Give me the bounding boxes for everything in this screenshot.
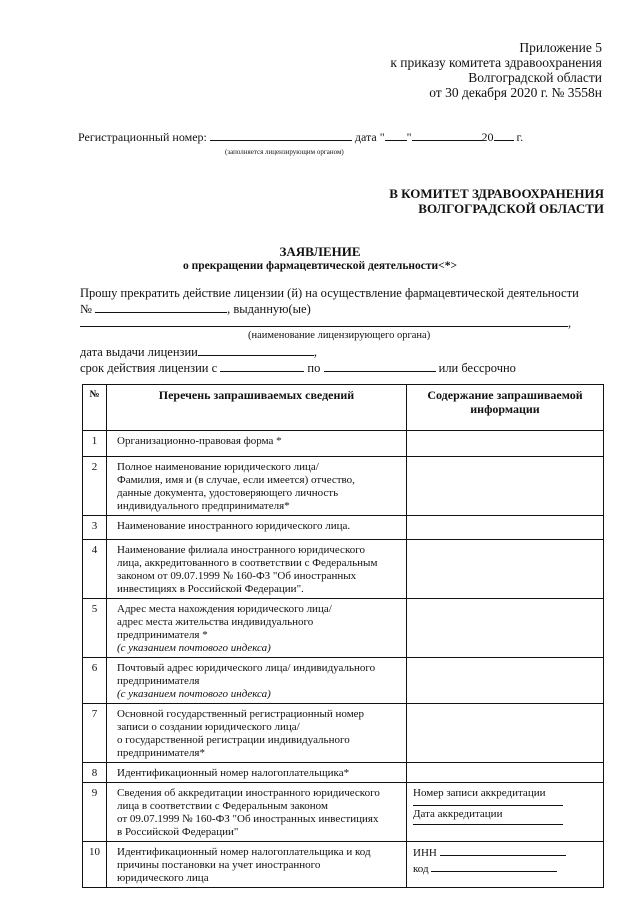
validity-to-field[interactable] xyxy=(324,361,436,372)
table-row xyxy=(83,658,604,704)
issued-label: , выданную(ые) xyxy=(227,302,311,316)
content-entry xyxy=(413,862,597,876)
registration-note: (заполняется лицензирующим органом) xyxy=(225,148,344,156)
request-text: Прошу прекратить действие лицензии (й) на осуществление фармацевтической деятельности xyxy=(80,286,579,300)
description-line: Почтовый адрес юридического лица/ индивидуального xyxy=(117,662,376,674)
description-line: Сведения об аккредитации иностранного юридического xyxy=(117,787,380,799)
addressee-line-1: В КОМИТЕТ ЗДРАВООХРАНЕНИЯ xyxy=(389,186,604,201)
description-line: Наименование иностранного юридического лица. xyxy=(117,520,351,532)
row-content-cell[interactable] xyxy=(407,457,604,516)
appendix-region: Волгоградской области xyxy=(468,70,602,85)
validity-to-label: по xyxy=(307,361,321,375)
row-number: 7 xyxy=(83,704,107,763)
year-suffix: г. xyxy=(516,130,524,144)
issuer-line xyxy=(80,316,571,331)
description-line: инвестициях в Российской Федерации". xyxy=(117,583,304,595)
information-table xyxy=(82,384,604,888)
row-number: 6 xyxy=(83,658,107,704)
description-line: адрес места жительства индивидуального xyxy=(117,616,314,628)
table-header-row xyxy=(83,385,604,431)
description-line: Организационно-правовая форма * xyxy=(117,435,282,447)
registration-month-field[interactable] xyxy=(412,130,482,141)
issue-date-label: дата выдачи лицензии xyxy=(80,345,198,359)
issue-date-field[interactable] xyxy=(198,345,314,356)
row-content-cell[interactable] xyxy=(407,599,604,658)
content-field[interactable] xyxy=(413,800,563,806)
row-content-cell[interactable] xyxy=(407,763,604,783)
validity-line xyxy=(80,361,516,376)
appendix-number: Приложение 5 xyxy=(519,40,602,55)
row-content-cell[interactable] xyxy=(407,658,604,704)
table-row xyxy=(83,783,604,842)
registration-line xyxy=(78,130,523,145)
content-field[interactable] xyxy=(413,821,563,825)
content-field[interactable] xyxy=(440,846,566,856)
table-row xyxy=(83,431,604,457)
description-line: Адрес места нахождения юридического лица/ xyxy=(117,603,332,615)
table-row xyxy=(83,516,604,540)
row-content-cell[interactable] xyxy=(407,704,604,763)
registration-number-field[interactable] xyxy=(210,130,352,141)
issuer-comma: , xyxy=(568,316,572,330)
row-description xyxy=(107,763,407,783)
table-row xyxy=(83,842,604,888)
description-line: Наименование филиала иностранного юридического xyxy=(117,544,365,556)
description-line: Фамилия, имя и (в случае, если имеется) отчество, xyxy=(117,474,355,486)
row-number: 3 xyxy=(83,516,107,540)
issue-date-line xyxy=(80,345,317,360)
description-line: юридического лица xyxy=(117,872,209,884)
description-line: законом от 09.07.1999 № 160-ФЗ "Об иностранных xyxy=(117,570,357,582)
header-content: Содержание запрашиваемой информации xyxy=(407,385,604,431)
content-field[interactable] xyxy=(431,862,557,872)
appendix-order: к приказу комитета здравоохранения xyxy=(390,55,602,70)
validity-label: срок действия лицензии с xyxy=(80,361,218,375)
registration-label: Регистрационный номер: xyxy=(78,130,207,144)
table-row xyxy=(83,457,604,516)
validity-from-field[interactable] xyxy=(220,361,304,372)
validity-or-label: или бессрочно xyxy=(438,361,516,375)
description-line: Полное наименование юридического лица/ xyxy=(117,461,319,473)
row-number: 1 xyxy=(83,431,107,457)
table-row xyxy=(83,599,604,658)
year-prefix: 20 xyxy=(481,130,494,144)
row-number: 4 xyxy=(83,540,107,599)
license-number-field[interactable] xyxy=(95,302,227,313)
row-description xyxy=(107,842,407,888)
addressee-line-2: ВОЛГОГРАДСКОЙ ОБЛАСТИ xyxy=(418,201,604,216)
document-title: ЗАЯВЛЕНИЕ xyxy=(279,244,361,259)
date-quote: " xyxy=(406,130,412,144)
row-content-cell[interactable] xyxy=(407,540,604,599)
issuer-field[interactable] xyxy=(80,316,568,327)
description-line: Идентификационный номер налогоплательщика и код xyxy=(117,846,371,858)
row-number: 9 xyxy=(83,783,107,842)
description-line: причины постановки на учет иностранного xyxy=(117,859,321,871)
appendix-date: от 30 декабря 2020 г. № 3558н xyxy=(429,85,602,100)
issuer-note: (наименование лицензирующего органа) xyxy=(248,330,431,341)
description-line: Идентификационный номер налогоплательщика* xyxy=(117,767,350,779)
appendix-header xyxy=(390,40,602,100)
row-number: 2 xyxy=(83,457,107,516)
header-number: № xyxy=(83,385,107,431)
license-number-line xyxy=(80,302,311,317)
description-line: лица, аккредитованного в соответствии с Федеральным xyxy=(117,557,378,569)
content-label: Дата аккредитации xyxy=(413,808,503,820)
description-line: от 09.07.1999 № 160-ФЗ "Об иностранных инвестициях xyxy=(117,813,379,825)
row-description xyxy=(107,431,407,457)
description-line: предпринимателя* xyxy=(117,747,205,759)
row-content-cell[interactable] xyxy=(407,842,604,888)
registration-day-field[interactable] xyxy=(385,130,407,141)
table-row xyxy=(83,704,604,763)
description-line: в Российской Федерации" xyxy=(117,826,239,838)
description-line: о государственной регистрации индивидуального xyxy=(117,734,350,746)
row-content-cell[interactable] xyxy=(407,431,604,457)
row-description xyxy=(107,599,407,658)
content-label: ИНН xyxy=(413,847,440,859)
row-number: 10 xyxy=(83,842,107,888)
row-content-cell[interactable] xyxy=(407,516,604,540)
number-prefix: № xyxy=(80,302,92,316)
table-row xyxy=(83,763,604,783)
registration-year-field[interactable] xyxy=(494,130,514,141)
row-content-cell[interactable] xyxy=(407,783,604,842)
row-description xyxy=(107,783,407,842)
description-note: (с указанием почтового индекса) xyxy=(117,642,271,654)
header-list: Перечень запрашиваемых сведений xyxy=(107,385,407,431)
addressee xyxy=(389,186,604,216)
row-description xyxy=(107,540,407,599)
row-number: 5 xyxy=(83,599,107,658)
row-description xyxy=(107,516,407,540)
description-line: индивидуального предпринимателя* xyxy=(117,500,290,512)
registration-date-label: дата " xyxy=(354,130,385,144)
description-line: предпринимателя * xyxy=(117,629,208,641)
description-line: Основной государственный регистрационный номер xyxy=(117,708,365,720)
content-label: Номер записи аккредитации xyxy=(413,787,546,799)
description-note: (с указанием почтового индекса) xyxy=(117,688,271,700)
issue-date-comma: , xyxy=(313,345,317,359)
table-row xyxy=(83,540,604,599)
description-line: лица в соответствии с Федеральным законом xyxy=(117,800,328,812)
row-description xyxy=(107,658,407,704)
description-line: данные документа, удостоверяющего личность xyxy=(117,487,339,499)
content-label: код xyxy=(413,863,432,875)
description-line: предпринимателя xyxy=(117,675,200,687)
row-number: 8 xyxy=(83,763,107,783)
content-entry xyxy=(413,846,597,860)
row-description xyxy=(107,704,407,763)
document-subtitle: о прекращении фармацевтической деятельности<*> xyxy=(182,260,458,272)
description-line: записи о создании юридического лица/ xyxy=(117,721,300,733)
row-description xyxy=(107,457,407,516)
